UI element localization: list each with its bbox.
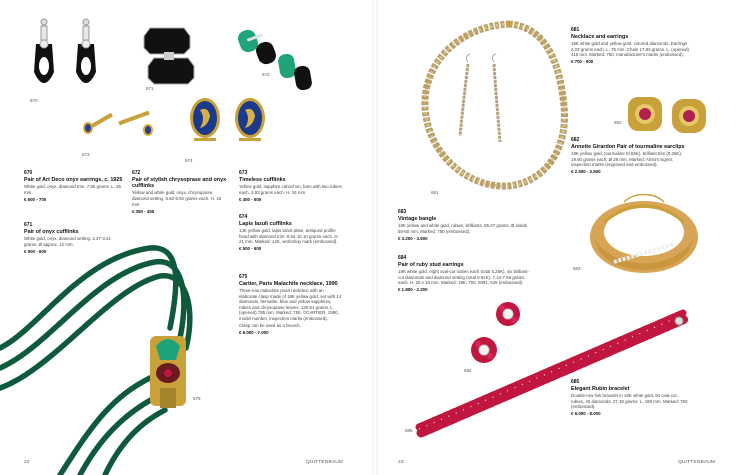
image-label-671: 671 [146, 86, 154, 91]
lot-674 [239, 215, 343, 252]
lot-671 [24, 223, 124, 254]
lot-number: 684 [398, 255, 407, 261]
lot-675 [239, 275, 343, 335]
lot-estimate: € 700 - 900 [571, 59, 594, 65]
onyx-cufflinks-image [142, 26, 202, 84]
lot-title: Vintage bangle [398, 215, 437, 222]
image-label-683: 683 [573, 266, 581, 271]
lot-description: 18K yellow and white gold, rubies, brilliants. 85.27 grams. Ø inside 50-60 mm. Marked: 750 (embossed). [398, 223, 528, 234]
art-deco-onyx-earrings-image [28, 14, 118, 99]
lot-number: 675 [239, 274, 248, 280]
lot-673 [239, 171, 343, 202]
image-label-685: 685 [405, 428, 413, 433]
image-label-682: 682 [614, 120, 622, 125]
lot-description: Double-row link bracelet in 18K white gold, 94 oval-cut rubies, 40 diamonds. 27.40 grams. L. 190 mm. Marked: 750 (embossed). [571, 393, 688, 410]
diamond-necklace-earrings-image [398, 16, 568, 194]
image-label-673: 673 [82, 152, 90, 157]
footer-brand-right: QUITTENBAUM [678, 460, 716, 465]
lapis-lazuli-cufflinks-image [188, 96, 270, 154]
malachite-necklace-image [0, 228, 210, 475]
lot-title: Timeless cufflinks [239, 176, 286, 183]
lot-estimate: € 1.800 - 2.200 [398, 287, 428, 293]
lot-672 [132, 171, 230, 214]
lot-title: Lapis lazuli cufflinks [239, 220, 292, 227]
lot-title: Pair of stylish chrysoprase and onyx cufflinks [132, 176, 227, 189]
lot-estimate: € 6.000 - 7.000 [239, 329, 269, 335]
lot-684 [398, 256, 533, 293]
lot-number: 683 [398, 209, 407, 215]
lot-title: Elegant Rubin bracelet [571, 385, 630, 392]
lot-title: Pair of Art Deco onyx earrings, c. 1925 [24, 176, 123, 183]
lot-description: 14K yellow gold, lapis lazuli plate, antiqued profile head with diamond trim. 9.52-10.10 grams each. H. 21 mm. Marked: 14K, workshop mark (embossed). [239, 228, 339, 245]
chrysoprase-onyx-cufflinks-image [235, 24, 315, 94]
lot-number: 674 [239, 214, 248, 220]
lot-estimate: € 6.000 - 8.000 [571, 411, 601, 417]
lot-number: 685 [571, 379, 580, 385]
ruby-bracelet-image [413, 315, 693, 440]
lot-estimate: € 350 - 450 [132, 208, 155, 214]
lot-description: Three-row malachite pearl necklace with an elaborate clasp made of 18K yellow gold, set with 14 diamonds, hematite, blue and yellow sapphires, rubies and chrysoprase leaves. 130.51 grams. L. (opened) 785 mm. Marked: 750, ©CARTIER, 1990, model number, inspection marks (embossed). [239, 288, 342, 321]
lot-title: Pair of ruby stud earrings [398, 261, 464, 268]
lot-title: Necklace and earrings [571, 33, 629, 40]
lot-title: Annette Girardon Pair of tourmaline earclips [571, 143, 685, 150]
lot-estimate: € 3.200 - 3.600 [398, 235, 428, 241]
lot-estimate: € 500 - 600 [239, 246, 262, 252]
lot-title: Pair of onyx cufflinks [24, 228, 79, 235]
page-number-right: 23 [398, 460, 404, 465]
lot-number: 681 [571, 27, 580, 33]
image-label-674: 674 [185, 158, 193, 163]
lot-670 [24, 171, 124, 202]
lot-number: 671 [24, 222, 33, 228]
image-label-681: 681 [431, 190, 439, 195]
lot-description: Yellow gold, sapphire cabochon, bars with two rubies each. 3.93 grams each. H. 16 mm. [239, 184, 342, 195]
lot-description: White gold, onyx, diamond trim. 7.56 grams. L. 36 mm. [24, 184, 121, 195]
lot-number: 673 [239, 170, 248, 176]
lot-description: Yellow and white gold, onyx, chrysoprase, diamond setting. 5.62-6.92 grams each. H. 16 mm. [132, 190, 222, 207]
lot-estimate: € 500 - 600 [24, 248, 47, 254]
lot-estimate: € 2.500 - 3.500 [571, 169, 601, 175]
image-label-672: 672 [262, 72, 270, 77]
lot-description: 18K white gold, eight oval-cut rubies each (total 5.25K), six brilliant-cut diamonds and diamond setting (total 0.91K). 7.14-7.56 grams each. H. 20 x 15 mm. Marked: 18K, 750, 0091, 525 (embossed). [398, 269, 529, 286]
left-page [0, 0, 372, 475]
vintage-bangle-image [584, 192, 704, 277]
lot-description: 18K yellow gold, tourmaline (0.65K), brilliant trim (0.25K). 19.50 grams each. Ø 28 mm. Marked: Artist's signet, inspection marks (engraved and embossed). [571, 151, 683, 168]
sapphire-cufflinks-image [78, 100, 158, 150]
image-label-684: 684 [464, 368, 472, 373]
image-label-670: 670 [30, 98, 38, 103]
image-label-675: 675 [193, 396, 201, 401]
lot-number: 672 [132, 170, 141, 176]
lot-description: 18K white gold and yellow gold, colored diamonds. Earrings 2.03 grams each. L. 75 mm. Chain 17.83 grams. L. (opened) 415 mm. Marked: 750, manufacturer's marks (embossed). [571, 41, 689, 58]
lot-681 [571, 28, 689, 65]
lot-estimate: € 400 - 500 [239, 196, 262, 202]
lot-682 [571, 138, 689, 175]
lot-title: Cartier, Paris Malachite necklace, 1990 [239, 280, 338, 287]
lot-number: 670 [24, 170, 33, 176]
lot-number: 682 [571, 137, 580, 143]
right-page [378, 0, 750, 475]
lot-description: White gold, onyx, diamond setting. 2.37-3.41 grams. Ø approx. 12 mm. [24, 236, 111, 247]
lot-note: Clasp can be used as a brooch. [239, 322, 301, 328]
lot-683 [398, 210, 533, 241]
page-number-left: 22 [24, 460, 30, 465]
tourmaline-earclips-image [626, 95, 712, 135]
lot-685 [571, 380, 689, 417]
footer-brand-left: QUITTENBAUM [306, 460, 344, 465]
lot-estimate: € 600 - 700 [24, 196, 47, 202]
